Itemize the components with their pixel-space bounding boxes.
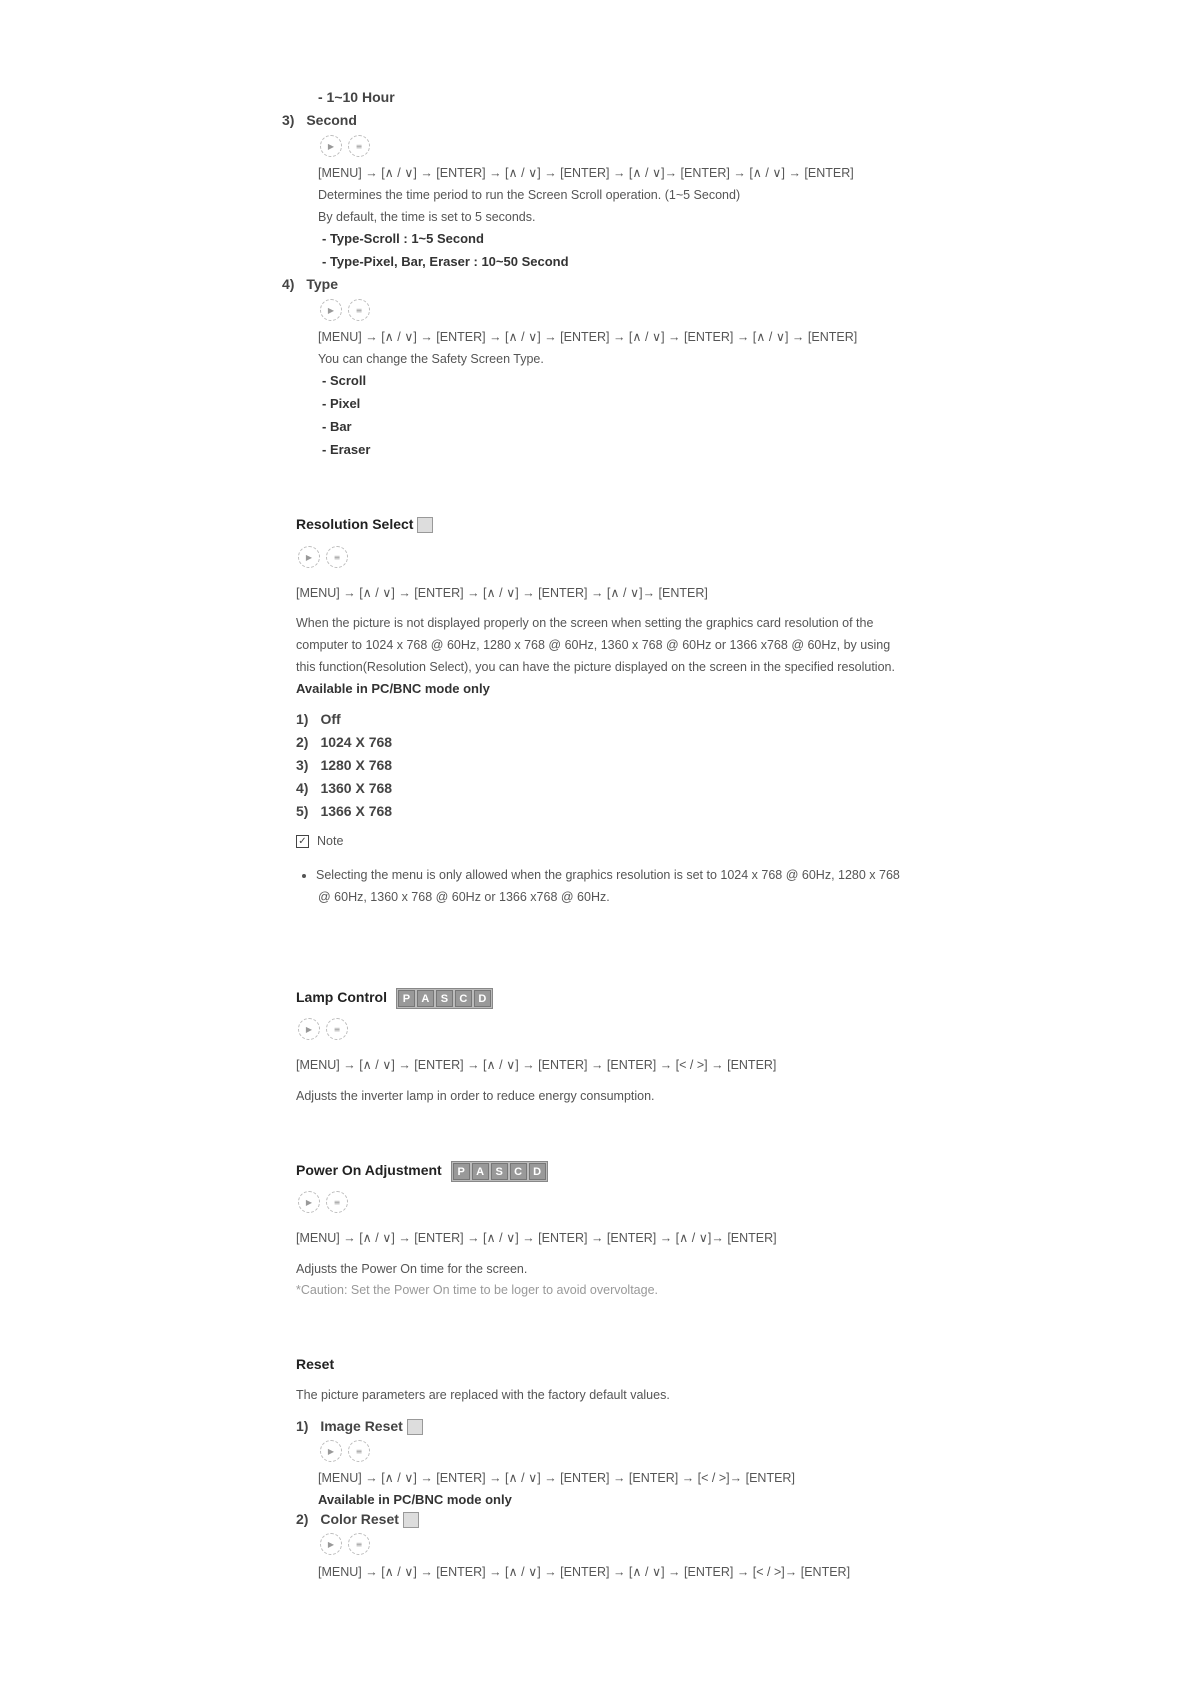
option-number: 4) [296,780,309,796]
menu-button-icon: ≡ [348,1440,370,1462]
menu-button-icon: ≡ [348,135,370,157]
mode-p-icon: P [398,990,415,1007]
remote-button-icon: ▶ [320,299,342,321]
mode-p-icon: P [453,1163,470,1180]
resolution-menu-path: [MENU] → [∧ / ∨] → [ENTER] → [∧ / ∨] → [ENTER] → [∧ / ∨]→ [ENTER] [296,586,708,600]
bullet-icon [302,874,306,878]
power-on-description: Adjusts the Power On time for the screen. [296,1262,528,1276]
mode-s-icon: S [436,990,453,1007]
second-heading [282,112,357,128]
mode-c-icon: C [510,1163,527,1180]
second-number: 3) [282,112,295,128]
color-reset-heading [296,1511,419,1528]
type-menu-path: [MENU] → [∧ / ∨] → [ENTER] → [∧ / ∨] → [ENTER] → [∧ / ∨] → [ENTER] → [∧ / ∨] → [ENTER] [318,330,858,344]
image-reset-number: 1) [296,1418,309,1434]
type-option-scroll: - Scroll [322,373,367,388]
checkbox-note-icon: ✓ [296,835,309,848]
remote-button-icon: ▶ [298,1191,320,1213]
power-on-icons [298,1191,348,1213]
mode-s-icon: S [491,1163,508,1180]
resolution-desc-line1: When the picture is not displayed properly on the screen when setting the graphics card resolution of the [296,616,874,630]
type-option-eraser: - Eraser [322,442,371,457]
power-on-title: Power On Adjustment [296,1162,442,1179]
mode-d-icon: D [529,1163,546,1180]
second-option-pixel: - Type-Pixel, Bar, Eraser : 10~50 Second [322,254,569,269]
resolution-select-title: Resolution Select [296,516,414,532]
second-default: By default, the time is set to 5 seconds. [318,210,536,224]
color-reset-menu-path: [MENU] → [∧ / ∨] → [ENTER] → [∧ / ∨] → [ENTER] → [∧ / ∨] → [ENTER] → [< / >]→ [ENTER] [318,1565,851,1579]
option-label: 1366 X 768 [320,803,393,819]
remote-button-icon: ▶ [320,1533,342,1555]
resolution-icons [298,546,348,568]
menu-button-icon: ≡ [348,1533,370,1555]
type-option-bar: - Bar [322,419,352,434]
resolution-option [296,734,392,750]
note-label: Note [317,834,344,848]
menu-button-icon: ≡ [326,1191,348,1213]
reset-title: Reset [296,1356,335,1372]
mode-availability-icons [396,988,493,1009]
remote-button-icon: ▶ [298,546,320,568]
lamp-description: Adjusts the inverter lamp in order to reduce energy consumption. [296,1089,655,1103]
mode-a-icon: A [472,1163,489,1180]
mode-d-icon: D [474,990,491,1007]
lamp-control-title: Lamp Control [296,989,387,1006]
type-number: 4) [282,276,295,292]
option-label: 1280 X 768 [320,757,393,773]
resolution-desc-line3: this function(Resolution Select), you can have the picture displayed on the screen in the specified resolution. [296,660,895,674]
type-option-pixel: - Pixel [322,396,361,411]
menu-button-icon: ≡ [348,299,370,321]
small-mode-icon [407,1419,423,1435]
note-row [296,834,343,848]
menu-button-icon: ≡ [326,546,348,568]
note-line2: @ 60Hz, 1360 x 768 @ 60Hz or 1366 x768 @ 60Hz. [318,890,610,904]
type-description: You can change the Safety Screen Type. [318,352,544,366]
resolution-select-heading [296,516,433,533]
image-reset-icons [320,1440,370,1462]
menu-button-icon: ≡ [326,1018,348,1040]
mode-availability-icons [451,1161,548,1182]
resolution-option [296,780,392,796]
small-mode-icon [403,1512,419,1528]
option-number: 3) [296,757,309,773]
resolution-option [296,757,392,773]
power-on-caution: *Caution: Set the Power On time to be loger to avoid overvoltage. [296,1283,659,1297]
resolution-desc-line2: computer to 1024 x 768 @ 60Hz, 1280 x 768 @ 60Hz, 1360 x 768 @ 60Hz or 1366 x768 @ 60Hz, by using [296,638,891,652]
mode-c-icon: C [455,990,472,1007]
option-number: 5) [296,803,309,819]
lamp-control-heading [296,988,493,1009]
second-title: Second [306,112,357,128]
resolution-option [296,711,341,727]
lamp-menu-path: [MENU] → [∧ / ∨] → [ENTER] → [∧ / ∨] → [ENTER] → [ENTER] → [< / >] → [ENTER] [296,1058,777,1072]
image-reset-availability: Available in PC/BNC mode only [318,1492,512,1507]
note-line1: Selecting the menu is only allowed when the graphics resolution is set to 1024 x 768 @ 60Hz, 1280 x 768 [316,868,900,882]
small-mode-icon [417,517,433,533]
second-option-scroll: - Type-Scroll : 1~5 Second [322,231,484,246]
color-reset-title: Color Reset [320,1511,399,1527]
option-label: 1024 X 768 [320,734,393,750]
note-line1-row [302,868,900,882]
resolution-option [296,803,392,819]
option-number: 1) [296,711,309,727]
remote-button-icon: ▶ [320,135,342,157]
remote-button-icon: ▶ [298,1018,320,1040]
hour-range-item: - 1~10 Hour [318,89,395,105]
lamp-icons [298,1018,348,1040]
color-reset-icons [320,1533,370,1555]
option-number: 2) [296,734,309,750]
second-description: Determines the time period to run the Screen Scroll operation. (1~5 Second) [318,188,741,202]
resolution-availability: Available in PC/BNC mode only [296,681,490,696]
option-label: Off [320,711,341,727]
image-reset-title: Image Reset [320,1418,403,1434]
type-icons [320,299,370,321]
remote-button-icon: ▶ [320,1440,342,1462]
image-reset-menu-path: [MENU] → [∧ / ∨] → [ENTER] → [∧ / ∨] → [ENTER] → [ENTER] → [< / >]→ [ENTER] [318,1471,795,1485]
color-reset-number: 2) [296,1511,309,1527]
power-on-menu-path: [MENU] → [∧ / ∨] → [ENTER] → [∧ / ∨] → [ENTER] → [ENTER] → [∧ / ∨]→ [ENTER] [296,1231,777,1245]
reset-description: The picture parameters are replaced with the factory default values. [296,1388,670,1402]
type-title: Type [306,276,338,292]
image-reset-heading [296,1418,423,1435]
second-menu-path: [MENU] → [∧ / ∨] → [ENTER] → [∧ / ∨] → [ENTER] → [∧ / ∨]→ [ENTER] → [∧ / ∨] → [ENTER] [318,166,854,180]
power-on-heading [296,1161,548,1182]
mode-a-icon: A [417,990,434,1007]
second-icons [320,135,370,157]
option-label: 1360 X 768 [320,780,393,796]
type-heading [282,276,338,292]
